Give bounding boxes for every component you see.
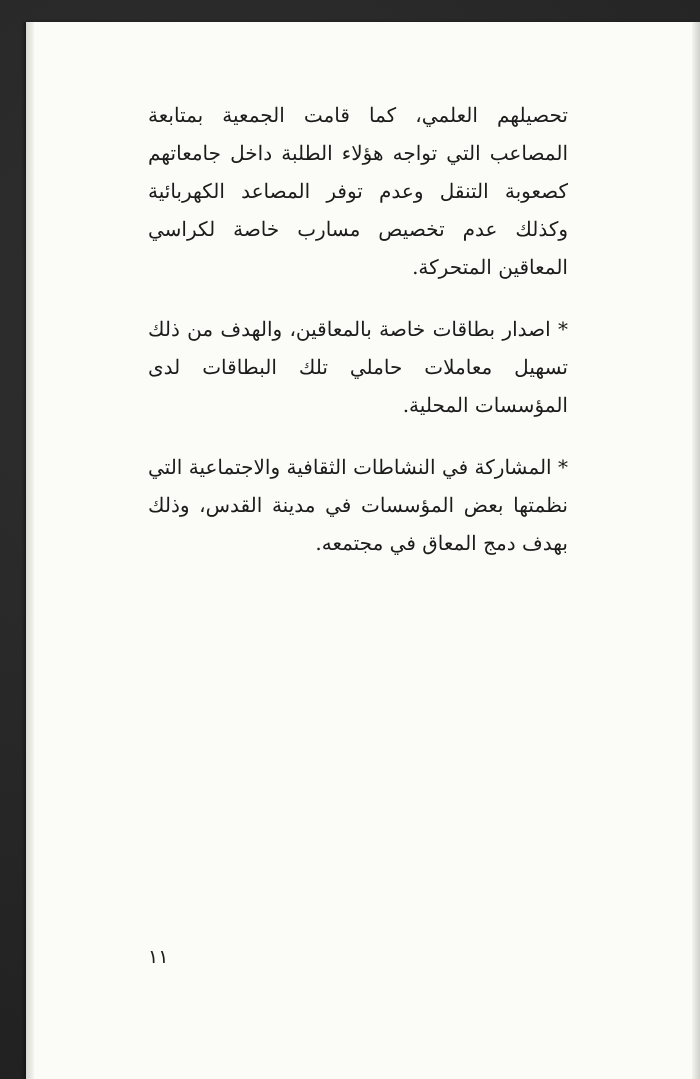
paragraph-2: * اصدار بطاقات خاصة بالمعاقين، والهدف من ذلك تسهيل معاملات حاملي تلك البطاقات لدى المؤسسات المحلية. xyxy=(148,317,568,417)
paragraph-3: * المشاركة في النشاطات الثقافية والاجتماعية التي نظمتها بعض المؤسسات في مدينة القدس، وذلك بهدف دمج المعاق في مجتمعه. xyxy=(148,455,568,555)
body-text xyxy=(148,96,568,586)
page-binding-edge xyxy=(26,22,34,1079)
page-number: ١١ xyxy=(148,946,169,968)
paragraph-1: تحصيلهم العلمي، كما قامت الجمعية بمتابعة المصاعب التي تواجه هؤلاء الطلبة داخل جامعاتهم كصعوبة التنقل وعدم توفر المصاعد الكهربائية وكذلك عدم تخصيص مسارب خاصة لكراسي المعاقين المتحركة. xyxy=(148,103,568,279)
page-right-edge xyxy=(692,22,700,1079)
